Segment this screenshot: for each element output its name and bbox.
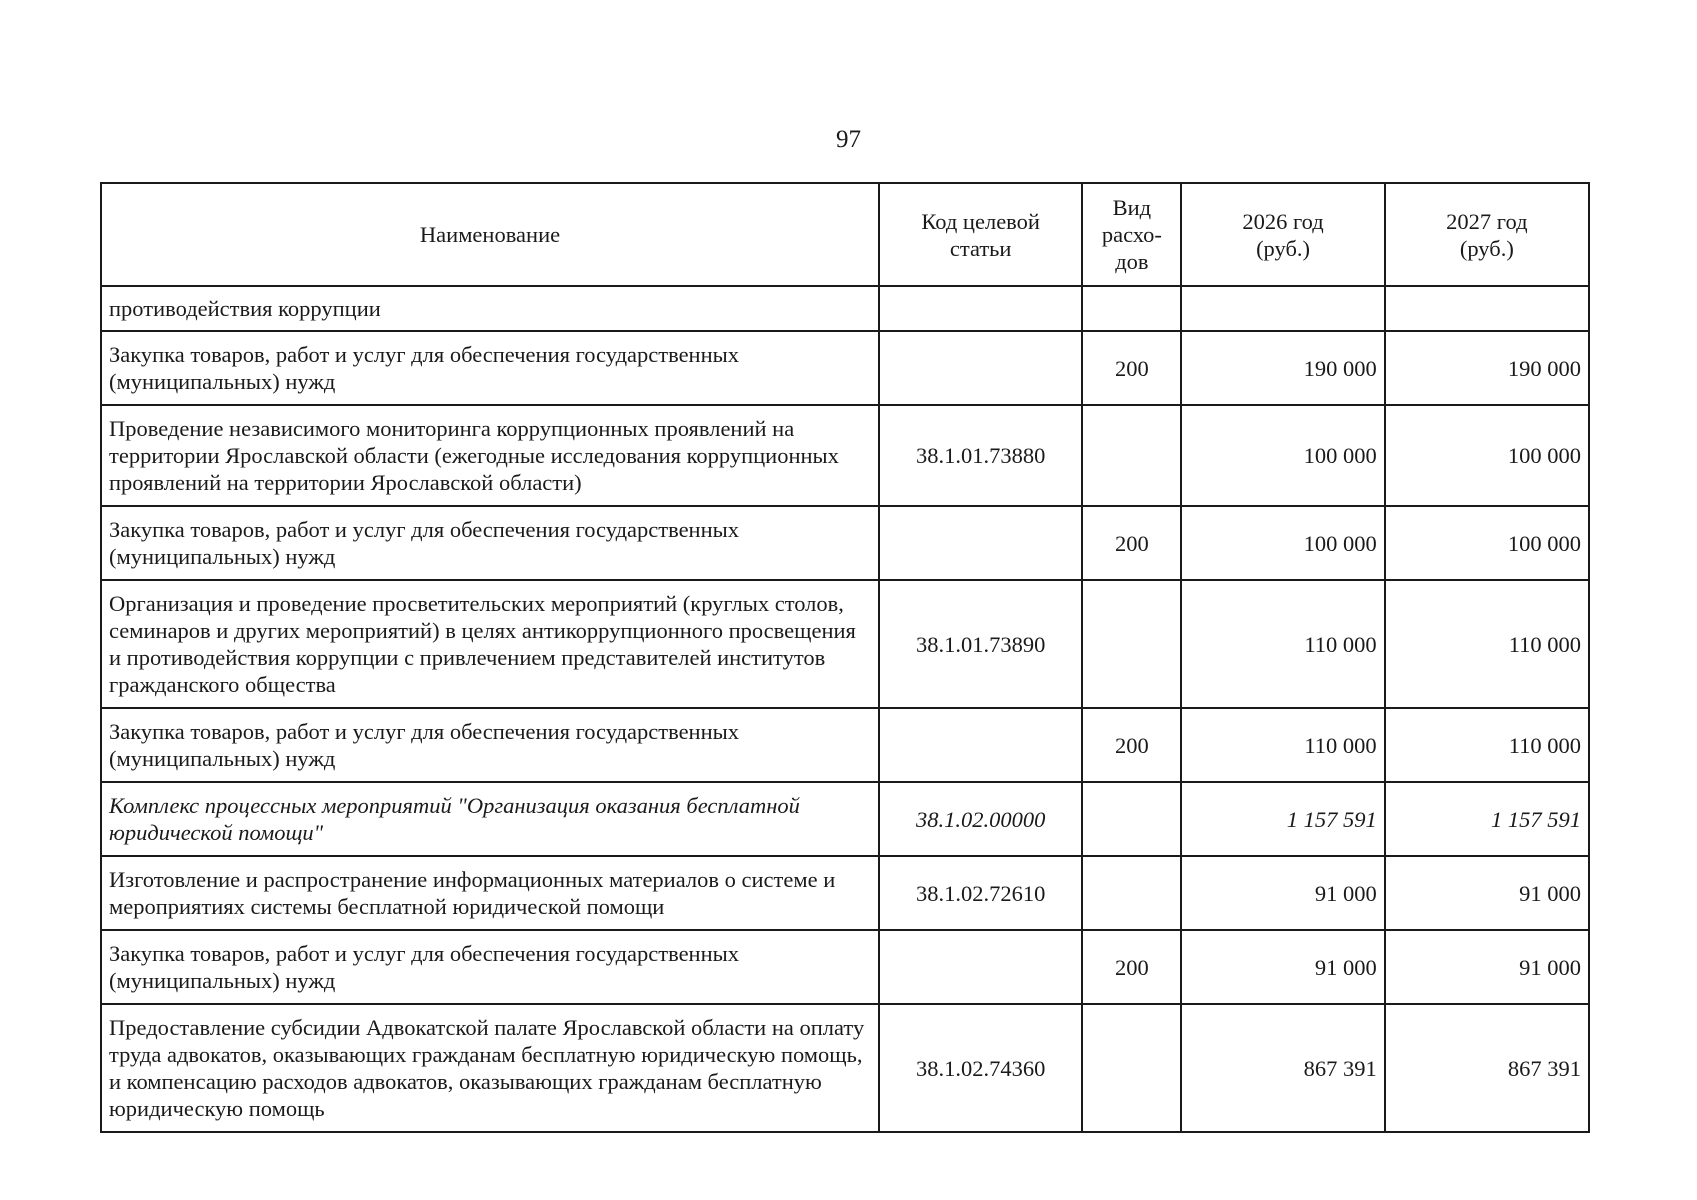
header-type-line2: расхо- (1101, 222, 1162, 247)
row-name: Закупка товаров, работ и услуг для обеспечения государственных (муниципальных) нужд (101, 331, 879, 405)
header-name: Наименование (101, 183, 879, 286)
header-type-line3: дов (1115, 249, 1149, 274)
row-amount-2026 (1181, 286, 1384, 331)
row-amount-2027: 1 157 591 (1385, 782, 1589, 856)
row-amount-2027: 867 391 (1385, 1004, 1589, 1132)
row-amount-2027: 91 000 (1385, 856, 1589, 930)
header-year-2027-line2: (руб.) (1459, 235, 1514, 261)
table-row (101, 331, 1589, 405)
header-code-line1: Код целевой (921, 208, 1040, 234)
row-code (879, 506, 1082, 580)
table-row (101, 930, 1589, 1004)
header-year-2027-line1: 2027 год (1446, 208, 1528, 234)
table-row (101, 405, 1589, 506)
row-code: 38.1.02.74360 (879, 1004, 1082, 1132)
table-header-row (101, 183, 1589, 286)
row-amount-2027 (1385, 286, 1589, 331)
row-expense-type: 200 (1082, 506, 1181, 580)
row-expense-type: 200 (1082, 708, 1181, 782)
budget-table (100, 182, 1590, 1133)
row-name: противодействия коррупции (101, 286, 879, 331)
row-name: Предоставление субсидии Адвокатской палате Ярославской области на оплату труда адвокатов, оказывающих гражданам бесплатную юридическую помощь, и компенсацию расходов адвокатов, оказывающих гражданам бесплатную юридическую помощь (101, 1004, 879, 1132)
row-code: 38.1.01.73880 (879, 405, 1082, 506)
header-type (1082, 183, 1181, 286)
row-name: Организация и проведение просветительских мероприятий (круглых столов, семинаров и других мероприятий) в целях антикоррупционного просвещения и противодействия коррупции с привлечением представителей институтов гражданского общества (101, 580, 879, 708)
header-code-line2: статьи (949, 235, 1012, 261)
row-amount-2027: 100 000 (1385, 506, 1589, 580)
row-name: Закупка товаров, работ и услуг для обеспечения государственных (муниципальных) нужд (101, 930, 879, 1004)
row-expense-type: 200 (1082, 930, 1181, 1004)
table-row (101, 506, 1589, 580)
row-code: 38.1.02.00000 (879, 782, 1082, 856)
header-type-line1: Вид (1112, 195, 1152, 220)
row-name: Комплекс процессных мероприятий "Организация оказания бесплатной юридической помощи" (101, 782, 879, 856)
row-expense-type (1082, 856, 1181, 930)
table-row (101, 782, 1589, 856)
row-amount-2026: 867 391 (1181, 1004, 1384, 1132)
row-amount-2026: 110 000 (1181, 580, 1384, 708)
row-expense-type: 200 (1082, 331, 1181, 405)
row-amount-2026: 190 000 (1181, 331, 1384, 405)
row-amount-2027: 100 000 (1385, 405, 1589, 506)
row-amount-2027: 190 000 (1385, 331, 1589, 405)
row-code: 38.1.02.72610 (879, 856, 1082, 930)
header-year-2026 (1181, 183, 1384, 286)
row-name: Закупка товаров, работ и услуг для обеспечения государственных (муниципальных) нужд (101, 506, 879, 580)
row-amount-2027: 110 000 (1385, 580, 1589, 708)
row-expense-type (1082, 782, 1181, 856)
row-code (879, 331, 1082, 405)
row-code (879, 286, 1082, 331)
row-expense-type (1082, 286, 1181, 331)
table-row (101, 708, 1589, 782)
row-name: Изготовление и распространение информационных материалов о системе и мероприятиях системы бесплатной юридической помощи (101, 856, 879, 930)
row-expense-type (1082, 405, 1181, 506)
row-code: 38.1.01.73890 (879, 580, 1082, 708)
row-expense-type (1082, 580, 1181, 708)
row-amount-2026: 91 000 (1181, 930, 1384, 1004)
header-year-2027 (1385, 183, 1589, 286)
row-amount-2026: 1 157 591 (1181, 782, 1384, 856)
header-code (879, 183, 1082, 286)
page-number: 97 (836, 126, 861, 153)
row-name: Проведение независимого мониторинга коррупционных проявлений на территории Ярославской области (ежегодные исследования коррупционных проявлений на территории Ярославской области) (101, 405, 879, 506)
table-row (101, 580, 1589, 708)
table-row (101, 1004, 1589, 1132)
row-amount-2026: 91 000 (1181, 856, 1384, 930)
row-amount-2027: 91 000 (1385, 930, 1589, 1004)
table-row (101, 286, 1589, 331)
header-year-2026-line2: (руб.) (1256, 235, 1311, 261)
row-amount-2026: 100 000 (1181, 506, 1384, 580)
row-name: Закупка товаров, работ и услуг для обеспечения государственных (муниципальных) нужд (101, 708, 879, 782)
row-expense-type (1082, 1004, 1181, 1132)
header-year-2026-line1: 2026 год (1242, 208, 1324, 234)
table-row (101, 856, 1589, 930)
row-amount-2026: 100 000 (1181, 405, 1384, 506)
row-code (879, 708, 1082, 782)
row-amount-2027: 110 000 (1385, 708, 1589, 782)
row-code (879, 930, 1082, 1004)
row-amount-2026: 110 000 (1181, 708, 1384, 782)
